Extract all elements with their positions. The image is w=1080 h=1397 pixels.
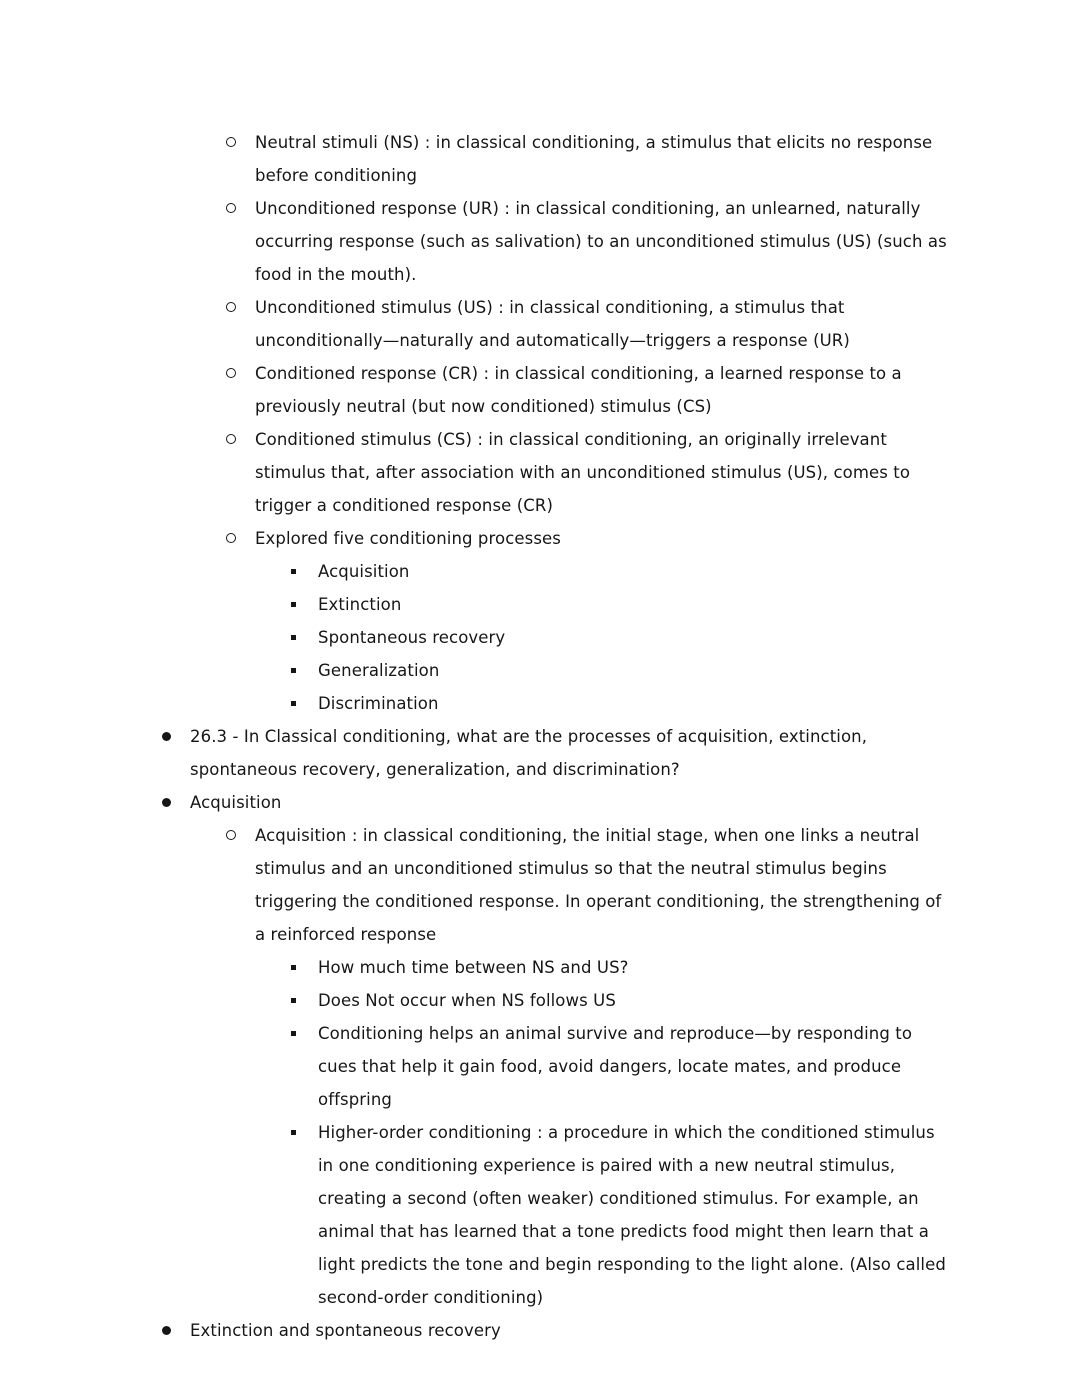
bullet-hollow-circle-icon [226,302,236,312]
bullet-hollow-circle-icon [226,368,236,378]
bullet-filled-square-icon [291,965,296,970]
bullet-filled-square-icon [291,1031,296,1036]
list-item [318,984,1080,1017]
list-item-text: Neutral stimuli (NS) : in classical conditioning, a stimulus that elicits no response before conditioning [255,133,933,185]
list-item [318,555,1080,588]
bullet-filled-square-icon [291,701,296,706]
list-item [318,1017,1080,1116]
list-item-text: Conditioned stimulus (CS) : in classical conditioning, an originally irrelevant stimulus that, after association with an unconditioned stimulus (US), comes to trigger a conditioned response (CR) [255,430,911,515]
list-item-text: Generalization [318,661,440,680]
notes-list [0,126,1080,1347]
list-item [255,522,1080,555]
list-item [318,588,1080,621]
bullet-hollow-circle-icon [226,203,236,213]
list-item [190,786,1080,819]
bullet-filled-circle-icon [162,798,171,807]
list-item-text: Unconditioned response (UR) : in classical conditioning, an unlearned, naturally occurring response (such as salivation) to an unconditioned stimulus (US) (such as food in the mouth). [255,199,947,284]
list-item [318,654,1080,687]
bullet-filled-square-icon [291,602,296,607]
list-item-text: Unconditioned stimulus (US) : in classical conditioning, a stimulus that unconditionally—naturally and automatically—triggers a response (UR) [255,298,850,350]
bullet-hollow-circle-icon [226,137,236,147]
list-item-text: Acquisition : in classical conditioning, the initial stage, when one links a neutral stimulus and an unconditioned stimulus so that the neutral stimulus begins triggering the conditioned response. In operant conditioning, the strengthening of a reinforced response [255,826,942,944]
bullet-filled-square-icon [291,635,296,640]
list-item [255,126,1080,192]
list-item [255,423,1080,522]
list-item [255,357,1080,423]
list-item-text: Explored five conditioning processes [255,529,561,548]
list-item [318,1116,1080,1314]
list-item-text: Conditioning helps an animal survive and reproduce—by responding to cues that help it gain food, avoid dangers, locate mates, and produce offspring [318,1024,913,1109]
list-item [190,720,1080,786]
list-item-text: Higher-order conditioning : a procedure in which the conditioned stimulus in one conditioning experience is paired with a new neutral stimulus, creating a second (often weaker) conditioned stimulus. For example, an animal that has learned that a tone predicts food might then learn that a light predicts the tone and begin responding to the light alone. (Also called second-order conditioning) [318,1123,946,1307]
bullet-filled-square-icon [291,1130,296,1135]
list-item [190,1314,1080,1347]
list-item-text: 26.3 - In Classical conditioning, what are the processes of acquisition, extinction, spontaneous recovery, generalization, and discrimination? [190,727,868,779]
bullet-filled-square-icon [291,668,296,673]
bullet-hollow-circle-icon [226,533,236,543]
list-item [318,687,1080,720]
bullet-filled-circle-icon [162,1326,171,1335]
list-item-text: Extinction and spontaneous recovery [190,1321,501,1340]
list-item [255,819,1080,951]
list-item-text: Acquisition [318,562,410,581]
bullet-filled-circle-icon [162,732,171,741]
bullet-hollow-circle-icon [226,434,236,444]
list-item [255,192,1080,291]
list-item [318,621,1080,654]
list-item [318,951,1080,984]
list-item-text: Does Not occur when NS follows US [318,991,616,1010]
list-item-text: Extinction [318,595,402,614]
list-item-text: Acquisition [190,793,282,812]
bullet-hollow-circle-icon [226,830,236,840]
list-item-text: How much time between NS and US? [318,958,629,977]
bullet-filled-square-icon [291,998,296,1003]
bullet-filled-square-icon [291,569,296,574]
list-item [255,291,1080,357]
list-item-text: Discrimination [318,694,439,713]
list-item-text: Conditioned response (CR) : in classical conditioning, a learned response to a previously neutral (but now conditioned) stimulus (CS) [255,364,902,416]
list-item-text: Spontaneous recovery [318,628,506,647]
